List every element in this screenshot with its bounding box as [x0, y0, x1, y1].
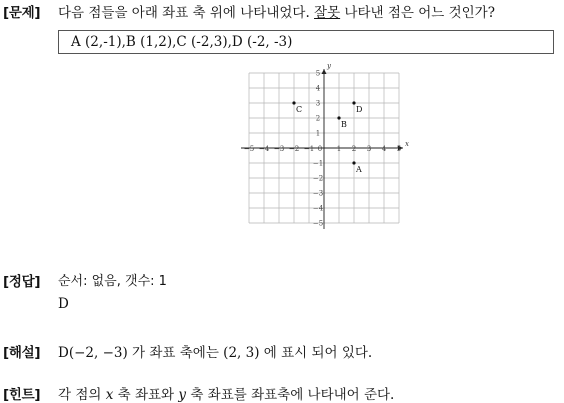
answer-label: [정답]	[3, 274, 41, 290]
answer-line2: D	[58, 296, 69, 312]
x-tick-label: −5	[243, 145, 255, 153]
question-label: [문제]	[3, 5, 41, 21]
hint-var-y: y	[178, 387, 187, 403]
x-tick-label: 4	[381, 145, 387, 153]
explanation-coord-wrong: (−2, −3)	[68, 345, 128, 361]
hint-part2: 축 좌표와	[113, 387, 179, 403]
hint-part3: 축 좌표를 좌표축에 나타내어 준다.	[186, 387, 395, 403]
explanation-prefix: D	[58, 345, 69, 361]
x-axis-label: x	[405, 140, 409, 148]
x-tick-label: −4	[258, 145, 270, 153]
question-text-before: 다음 점들을 아래 좌표 축 위에 나타내었다.	[58, 5, 315, 21]
hint-label: [힌트]	[3, 387, 41, 403]
explanation-text	[58, 341, 372, 361]
x-tick-label: 2	[351, 145, 357, 153]
point-label-c: C	[296, 105, 303, 114]
x-tick-label: −1	[303, 145, 315, 153]
hint-text	[58, 383, 394, 403]
y-tick-label: −3	[312, 189, 324, 198]
question-text-after: 나타낸 점은 어느 것인가?	[340, 5, 495, 21]
answer-line1: 순서: 없음, 갯수: 1	[58, 274, 167, 289]
point-label-d: D	[356, 105, 363, 114]
choices-box	[58, 30, 554, 54]
choices-text: A (2,-1),B (1,2),C (-2,3),D (-2, -3)	[71, 34, 293, 50]
point-label-a: A	[356, 165, 362, 174]
x-tick-label: −2	[288, 145, 300, 153]
point-label-b: B	[341, 120, 347, 129]
hint-part1: 각 점의	[58, 387, 106, 403]
origin-label: 0	[317, 145, 323, 153]
y-tick-label: 2	[315, 114, 321, 123]
y-tick-label: 3	[315, 99, 321, 108]
y-tick-label: −5	[312, 219, 324, 228]
question-text-underlined: 잘못	[314, 5, 341, 21]
y-tick-label: −1	[312, 159, 324, 168]
y-tick-label: 5	[315, 69, 321, 78]
x-tick-label: −3	[273, 145, 285, 153]
y-tick-label: −2	[312, 174, 324, 183]
x-tick-label: 5	[396, 145, 402, 153]
y-axis-arrow	[322, 69, 327, 74]
graph-tick-labels	[244, 70, 401, 228]
explanation-coord-shown: (2, 3)	[223, 345, 260, 361]
x-tick-label: 3	[366, 145, 372, 153]
x-tick-label: 1	[336, 145, 342, 153]
hint-var-x: x	[105, 387, 114, 403]
explanation-middle: 가 좌표 축에는	[127, 345, 224, 361]
y-tick-label: 1	[315, 129, 321, 138]
coordinate-graph	[238, 62, 410, 234]
y-tick-label: −4	[312, 204, 324, 213]
y-tick-label: 4	[315, 84, 321, 93]
explanation-suffix: 에 표시 되어 있다.	[259, 345, 373, 361]
explanation-label: [해설]	[3, 345, 41, 361]
y-axis-label: y	[327, 62, 331, 70]
question-text	[58, 1, 495, 21]
